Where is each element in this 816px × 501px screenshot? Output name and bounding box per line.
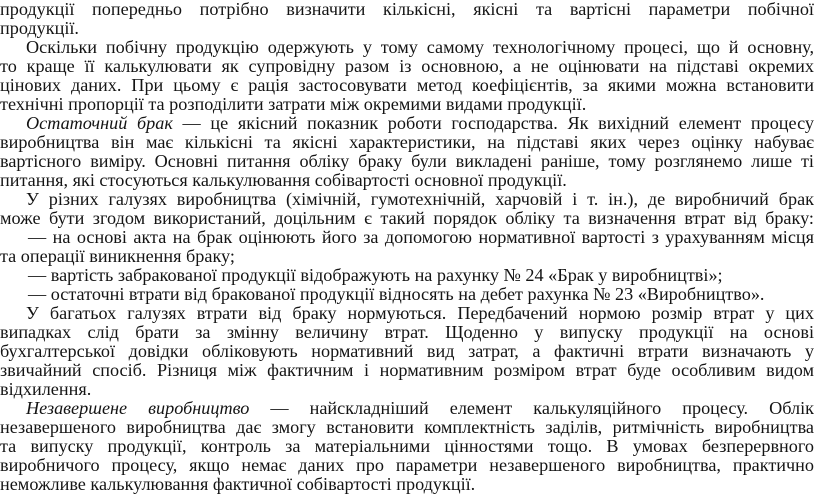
paragraph-first-line xyxy=(26,399,814,418)
text-line: то краще її калькулювати як супровідну разом із основною, а не оцінювати на підставі окремих xyxy=(0,56,814,76)
text-line: та операції виникнення браку; xyxy=(0,246,235,266)
text-line: продукції попередньо потрібно визначити кількісні, якісні та вартісні параметри побічної xyxy=(0,0,814,19)
text-line: бухгалтерської довідки обліковують нормативний вид затрат, а фактичні втрати визначають у xyxy=(0,341,814,361)
term-italic: Незавершене виробництво xyxy=(26,398,250,418)
text-line: та випуску продукції, контроль за матеріальними цінностями тощо. В умовах безперервного xyxy=(0,436,814,456)
list-item: — на основі акта на брак оцінюють його за допомогою нормативної вартості з урахуванням місця xyxy=(28,227,814,247)
text-line: виробництва він має кількісні та якісні характеристики, на підставі яких через оцінку набуває xyxy=(0,132,814,152)
text-line: звичайний спосіб. Різниця між фактичним і нормативним розміром втрат буде особливим видом xyxy=(0,360,814,380)
paragraph-first-line xyxy=(26,114,814,133)
text-line: неможливе калькулювання фактичної собівартості продукції. xyxy=(0,474,476,494)
text-line: незавершеного виробництва дає змогу встановити комплектність заділів, ритмічність виробництва xyxy=(0,417,814,437)
text-line: виробничого процесу, якщо немає даних про параметри незавершеного виробництва, практично xyxy=(0,455,814,475)
text-span: — найскладніший елемент калькуляційного процесу. Облік xyxy=(249,398,815,418)
text-line: технічні пропорції та розподілити затрати між окремими видами продукції. xyxy=(0,94,587,114)
paragraph-first-line: У багатьох галузях втрати від браку нормуються. Передбачений нормою розмір втрат у цих xyxy=(26,303,814,323)
paragraph-first-line: У різних галузях виробництва (хімічній, гумотехнічній, харчовій і т. ін.), де виробничий брак xyxy=(26,189,814,209)
term-italic: Остаточний брак xyxy=(26,113,173,133)
paragraph-first-line: Оскільки побічну продукцію одержують у тому самому технологічному процесі, що й основну, xyxy=(26,37,814,57)
text-span: — це якісний показник роботи господарства. Як вихідний елемент процесу xyxy=(172,113,814,133)
text-line: випадках слід брати за змінну величину втрат. Щоденно у випуску продукції на основі xyxy=(0,322,814,342)
text-line: цінових даних. При цьому є рація застосовувати метод коефіцієнтів, за якими можна встановити xyxy=(0,75,814,95)
text-line: може бути згодом використаний, доцільним є такий порядок обліку та визначення втрат від браку: xyxy=(0,208,814,228)
text-line: продукції. xyxy=(0,18,79,38)
list-item: — вартість забракованої продукції відображують на рахунку № 24 «Брак у виробництві»; xyxy=(28,265,723,285)
text-line: питання, які стосуються калькулювання собівартості основної продукції. xyxy=(0,170,567,190)
text-line: вартісного виміру. Основні питання обліку браку були викладені раніше, тому розглянемо лише ті xyxy=(0,151,814,171)
text-line: відхилення. xyxy=(0,379,92,399)
list-item: — остаточні втрати від бракованої продукції відносять на дебет рахунка № 23 «Виробництво». xyxy=(28,284,765,304)
